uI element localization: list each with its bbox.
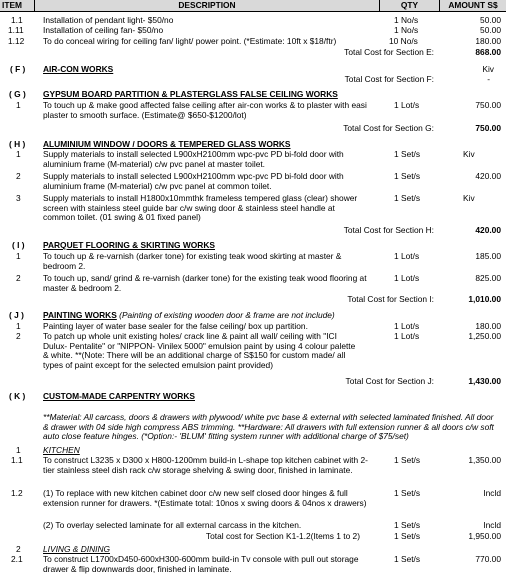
- row-qty: 1 Set/s: [394, 455, 421, 465]
- row-number: 1: [16, 149, 21, 159]
- header-amount: AMOUNT S$: [448, 0, 498, 10]
- subtotal-amount: 1,950.00: [468, 531, 501, 541]
- row-description: To touch up, sand/ grind & re-varnish (darker tone) for the existing teak wood flooring at master & bedroom 2.: [43, 273, 367, 293]
- row-amount: 750.00: [475, 100, 501, 110]
- header-qty: QTY: [380, 0, 440, 11]
- section-letter: ( F ): [10, 64, 26, 74]
- row-number: 2.1: [11, 554, 23, 564]
- row-amount: Incld: [483, 488, 501, 498]
- row-amount: 420.00: [475, 171, 501, 181]
- row-description: Installation of pendant light- $50/no: [43, 15, 174, 25]
- row-amount: Incld: [483, 520, 501, 530]
- row-description: To do conceal wiring for ceiling fan/ light/ power point. (*Estimate: 10ft x $18/ftr): [43, 36, 337, 46]
- row-number: 1.1: [11, 15, 23, 25]
- section-letter: ( G ): [9, 89, 26, 99]
- row-amount: 1,350.00: [468, 455, 501, 465]
- row-qty: 1 Set/s: [394, 193, 421, 203]
- row-description: To construct L1700xD450-600xH300-600mm build-in Tv console with pull out storage drawer & flip downwards door, finished in laminate.: [43, 554, 359, 574]
- subtotal-label: Total cost for Section K1-1.2(Items 1 to 2): [205, 531, 360, 541]
- row-amount: Kiv: [463, 193, 475, 203]
- row-amount: 770.00: [475, 554, 501, 564]
- section-total-label: Total Cost for Section F:: [344, 74, 434, 84]
- row-number: 1.2: [11, 488, 23, 498]
- row-number: 1.1: [11, 455, 23, 465]
- row-amount: 825.00: [475, 273, 501, 283]
- section-letter: ( H ): [9, 139, 26, 149]
- row-qty: 1 Lot/s: [394, 321, 420, 331]
- header-description: DESCRIPTION: [35, 0, 380, 11]
- row-number: 2: [16, 331, 21, 341]
- row-amount: 50.00: [480, 15, 501, 25]
- section-heading: [43, 311, 335, 321]
- row-description: Installation of ceiling fan- $50/no: [43, 25, 164, 35]
- row-number: 1.11: [8, 25, 24, 35]
- row-description: (2) To overlay selected laminate for all external carcass in the kitchen.: [43, 520, 302, 530]
- section-total-label: Total Cost for Section I:: [347, 294, 434, 304]
- row-amount: Kiv: [482, 64, 494, 74]
- row-number: 1: [16, 251, 21, 261]
- row-qty: 1 Set/s: [394, 488, 421, 498]
- section-total-label: Total Cost for Section E:: [344, 47, 434, 57]
- section-letter: ( I ): [12, 240, 25, 250]
- row-qty: 1 Lot/s: [394, 251, 420, 261]
- subsection-number: 1: [16, 445, 21, 455]
- row-description: Painting layer of water base sealer for the false ceiling/ box up partition.: [43, 321, 308, 331]
- row-number: 3: [16, 193, 21, 203]
- section-letter: ( J ): [9, 310, 24, 320]
- row-description: To patch up whole unit existing holes/ crack line & paint all wall/ ceiling with "ICI Dulux- Pentalite" or "NIPPON- Vinilex 5000" emulsion paint by using 4 colour palette & white. **(Note: There will be an additional charge of S$150 for custom made/ all types of paint except for the selected emulsion paint provided): [43, 331, 356, 370]
- section-total: 420.00: [475, 225, 501, 235]
- row-amount: Kiv: [463, 149, 475, 159]
- section-letter: ( K ): [9, 391, 26, 401]
- material-note: **Material: All carcass, doors & drawers with plywood/ white pvc base & external with selected laminated finished. All door & drawer with 04 side high compress ABS trimming. **Hardware: All drawers with full extension runner & all doors c/w soft auto close feature hinges. (*Option:- 'BLUM' fitting system runner with additional charge of $75/set): [43, 412, 494, 442]
- subsection-number: 2: [16, 544, 21, 554]
- section-total: 868.00: [475, 47, 501, 57]
- row-description: Supply materials to install H1800x10mmthk frameless tempered glass (clear) shower screen with stainless steel guide bar c/w swing door & stainless steel handle at common toilet. (01 swing & 01 fixed panel): [43, 193, 358, 223]
- section-total: 750.00: [475, 123, 501, 133]
- row-number: 1.12: [8, 36, 25, 46]
- section-title: PAINTING WORKS: [43, 310, 117, 320]
- subsection-title: KITCHEN: [43, 445, 80, 455]
- section-title: GYPSUM BOARD PARTITION & PLASTERGLASS FALSE CEILING WORKS: [43, 89, 338, 99]
- row-qty: 10 No/s: [389, 36, 418, 46]
- section-total-label: Total Cost for Section G:: [343, 123, 434, 133]
- row-description: Supply materials to install selected L900xH2100mm wpc-pvc PD bi-fold door with aluminium frame (M-material) c/w pvc panel at common toilet.: [43, 171, 344, 191]
- row-number: 2: [16, 171, 21, 181]
- row-description: Supply materials to install selected L900xH2100mm wpc-pvc PD bi-fold door with aluminium frame (M-material) c/w pvc panel at master toilet.: [43, 149, 344, 169]
- row-number: 1: [16, 321, 21, 331]
- section-note: (Painting of existing wooden door & frame are not include): [119, 310, 335, 320]
- row-number: 1: [16, 100, 21, 110]
- row-amount: 180.00: [475, 36, 501, 46]
- row-qty: 1 No/s: [394, 15, 419, 25]
- row-number: 2: [16, 273, 21, 283]
- row-amount: 180.00: [475, 321, 501, 331]
- row-description: To construct L3235 x D300 x H800-1200mm build-in L-shape top kitchen cabinet with 2-tier stainless steel dish rack c/w storage shelving & swing door, finished in laminate.: [43, 455, 368, 475]
- section-total-label: Total Cost for Section H:: [343, 225, 434, 235]
- row-qty: 1 Lot/s: [394, 331, 420, 341]
- row-description: (1) To replace with new kitchen cabinet door c/w new self closed door hinges & full extension runner for drawers. *(Estimate total: 10nos x swing doors & 04nos x drawers): [43, 488, 367, 508]
- row-qty: 1 Lot/s: [394, 273, 420, 283]
- section-total: 1,430.00: [468, 376, 501, 386]
- row-amount: 185.00: [475, 251, 501, 261]
- row-qty: 1 Set/s: [394, 520, 421, 530]
- row-amount: 50.00: [480, 25, 501, 35]
- header-item: ITEM: [0, 0, 35, 11]
- section-title: AIR-CON WORKS: [43, 64, 114, 74]
- row-amount: 1,250.00: [468, 331, 501, 341]
- row-description: To touch up & make good affected false ceiling after air-con works & to plaster with easi plaster to smooth surface. (Estimate@ $650-$1200/lot): [43, 100, 367, 120]
- table-header: [0, 0, 506, 12]
- row-description: To touch up & re-varnish (darker tone) for existing teak wood skirting at master & bedroom 2.: [43, 251, 342, 271]
- row-qty: 1 No/s: [394, 25, 419, 35]
- section-title: CUSTOM-MADE CARPENTRY WORKS: [43, 391, 195, 401]
- row-qty: 1 Lot/s: [394, 100, 420, 110]
- row-qty: 1 Set/s: [394, 171, 421, 181]
- subsection-title: LIVING & DINING: [43, 544, 111, 554]
- section-title: PARQUET FLOORING & SKIRTING WORKS: [43, 240, 215, 250]
- row-qty: 1 Set/s: [394, 554, 421, 564]
- section-total: 1,010.00: [468, 294, 501, 304]
- row-qty: 1 Set/s: [394, 149, 421, 159]
- section-total-label: Total Cost for Section J:: [345, 376, 434, 386]
- section-title: ALUMINIUM WINDOW / DOORS & TEMPERED GLASS WORKS: [43, 139, 291, 149]
- section-total: -: [487, 74, 490, 84]
- subtotal-qty: 1 Set/s: [394, 531, 421, 541]
